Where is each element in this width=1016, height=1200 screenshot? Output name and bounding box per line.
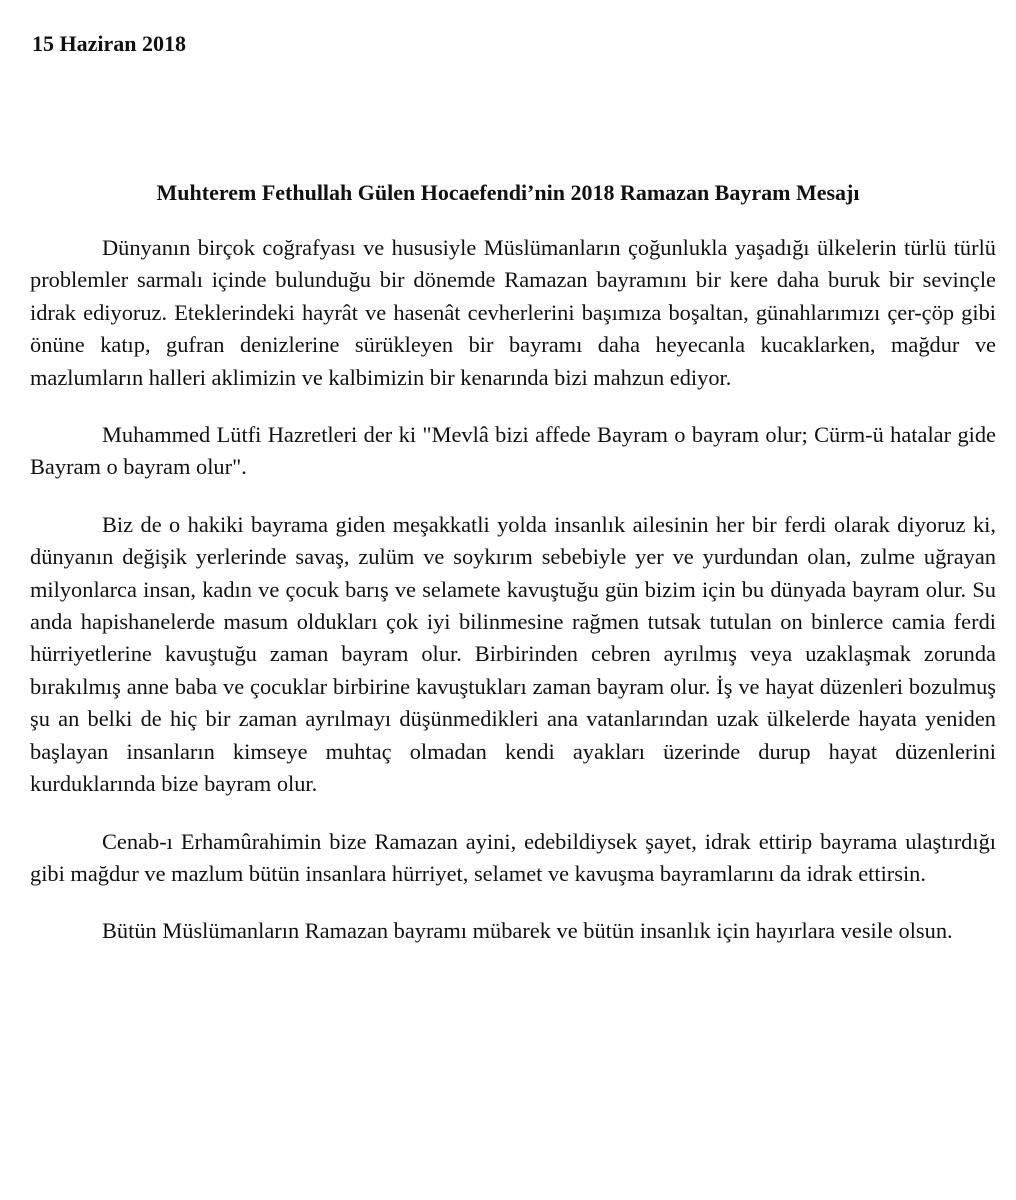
document-date: 15 Haziran 2018: [32, 31, 186, 56]
document-title: Muhterem Fethullah Gülen Hocaefendi’nin 2018 Ramazan Bayram Mesajı: [156, 180, 860, 205]
paragraph-intro: Dünyanın birçok coğrafyası ve hususiyle Müslümanların çoğunlukla yaşadığı ülkelerin türlü türlü problemler sarmalı içinde bulunduğu bir dönemde Ramazan bayramını bir kere daha buruk bir sevinçle idrak ediyoruz. Eteklerindeki hayrât ve hasenât cevherlerini başımıza boşaltan, günahlarımızı çer-çöp gibi önüne katıp, gufran denizlerine sürükleyen bir bayramı daha heyecanla kucaklarken, mağdur ve mazlumların halleri aklimizin ve kalbimizin bir kenarında bizi mahzun ediyor.: [30, 235, 996, 390]
paragraph-prayer: Cenab-ı Erhamûrahimin bize Ramazan ayini, edebildiysek şayet, idrak ettirip bayrama ulaştırdığı gibi mağdur ve mazlum bütün insanlara hürriyet, selamet ve kavuşma bayramlarını da idrak ettirsin.: [30, 828, 996, 886]
paragraph-closing: Bütün Müslümanların Ramazan bayramı mübarek ve bütün insanlık için hayırlara vesile olsun.: [102, 918, 953, 944]
paragraph-wishes: Biz de o hakiki bayrama giden meşakkatli yolda insanlık ailesinin her bir ferdi olarak diyoruz ki, dünyanın değişik yerlerinde savaş, zulüm ve soykırım sebebiyle yer ve yurdundan olan, zulme uğrayan milyonlarca insan, kadın ve çocuk barış ve selamete kavuştuğu gün bizim için bu dünyada bayram olur. Su anda hapishanelerde masum oldukları çok iyi bilinmesine rağmen tutsak tutulan on binlerce camia ferdi hürriyetlerine kavuştuğu zaman bayram olur. Birbirinden cebren ayrılmış veya uzaklaşmak zorunda bırakılmış anne baba ve çocuklar birbirine kavuştukları zaman bayram olur. İş ve hayat düzenleri bozulmuş şu an belki de hiç bir zaman ayrılmayı düşünmedikleri ana vatanlarından uzak ülkelerde hayata yeniden başlayan insanların kimseye muhtaç olmadan kendi ayakları üzerinde durup hayat düzenlerini kurduklarında bize bayram olur.: [30, 511, 996, 797]
document-body: [30, 232, 996, 973]
paragraph-quote: Muhammed Lütfi Hazretleri der ki "Mevlâ bizi affede Bayram o bayram olur; Cürm-ü hatalar gide Bayram o bayram olur".: [30, 422, 996, 480]
